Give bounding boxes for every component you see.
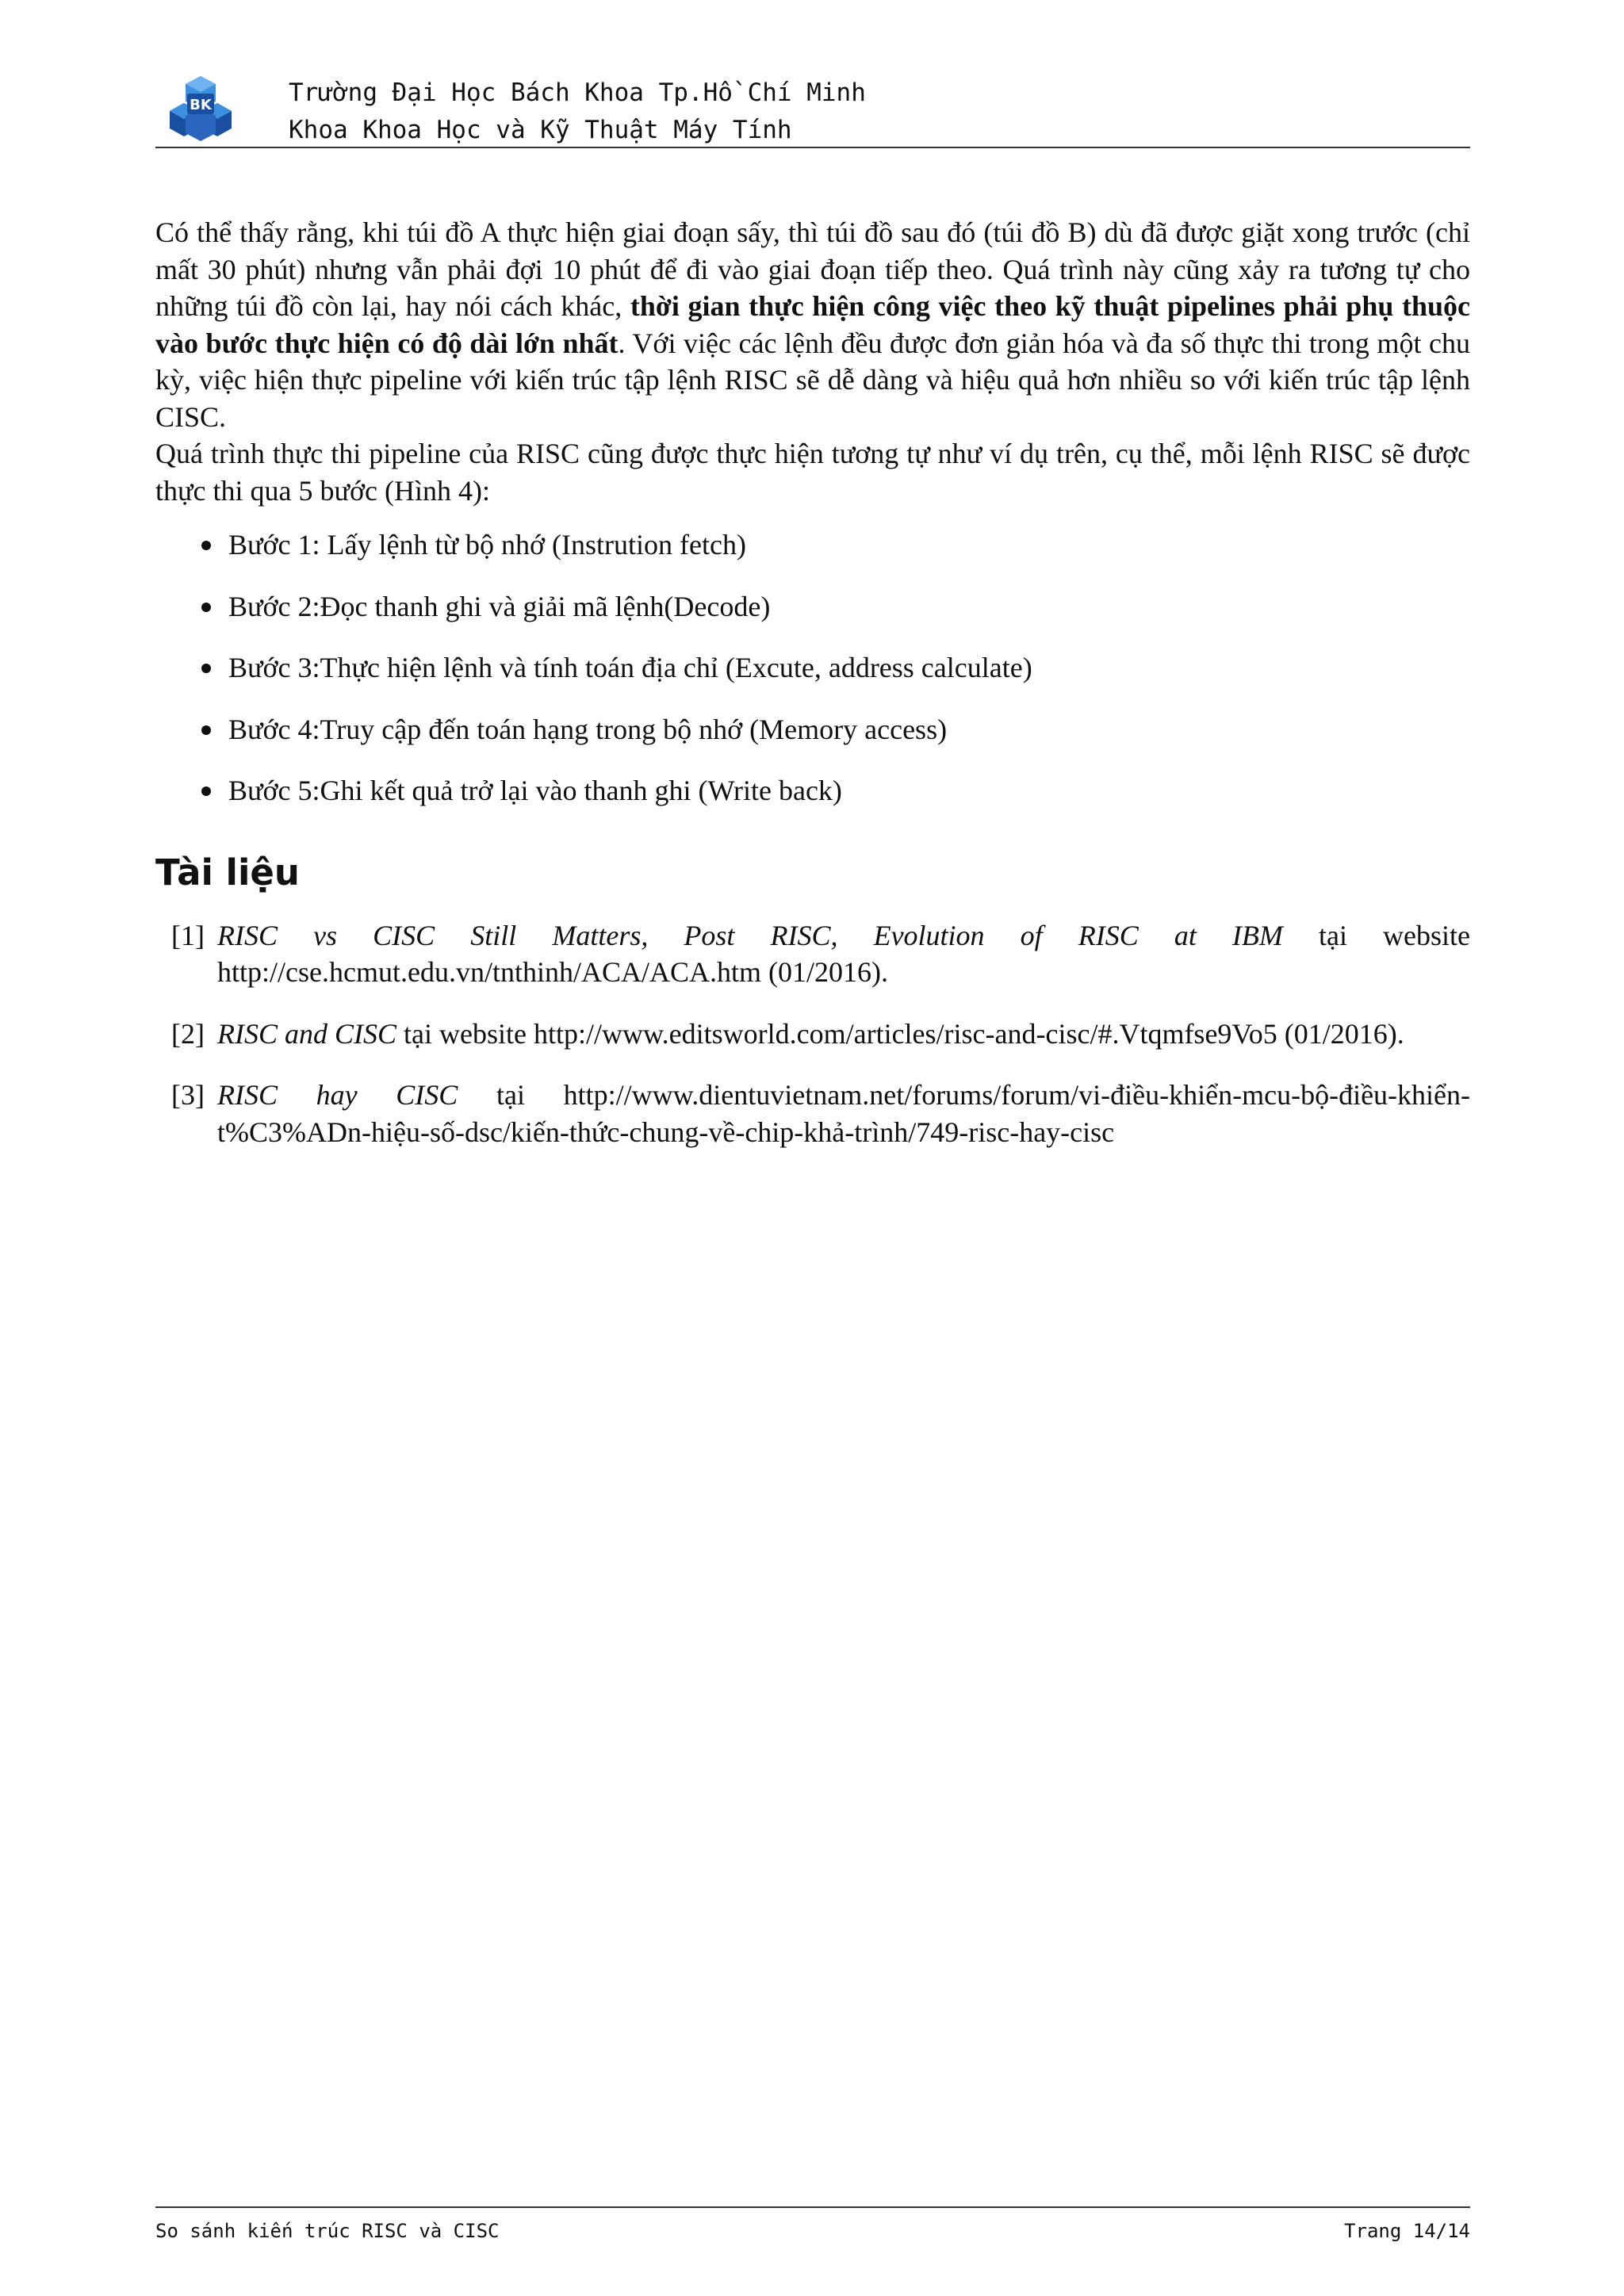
list-item [155,649,1470,687]
reference-title: RISC and CISC [217,1017,397,1050]
references-heading: Tài liệu [155,851,300,894]
footer-divider [155,2206,1470,2208]
reference-number: [3] [171,1079,205,1111]
list-item-text: Bước 5:Ghi kết quả trở lại vào thanh ghi (Write back) [228,775,842,806]
list-item [155,711,1470,748]
reference-link-text[interactable]: tại website http://cse.hcmut.edu.vn/tnthinh/ACA/ACA.htm (01/2016). [217,919,1470,988]
list-item-text: Bước 3:Thực hiện lệnh và tính toán địa chỉ (Excute, address calculate) [228,652,1032,683]
reference-item [155,917,1470,991]
header-text [289,75,866,149]
reference-item [155,1077,1470,1150]
paragraph-bold-text: thời gian thực hiện công việc theo kỹ thuật pipelines phải phụ thuộc vào bước thực hiện có độ dài lớn nhất [155,290,1470,359]
header-faculty-name: Khoa Khoa Học và Kỹ Thuật Máy Tính [289,116,792,144]
reference-number: [1] [171,919,205,951]
list-item [155,772,1470,809]
reference-title: RISC vs CISC Still Matters, Post RISC, Evolution of RISC at IBM [217,919,1283,951]
footer-document-title: So sánh kiến trúc RISC và CISC [155,2220,500,2242]
paragraph-text: . Với việc các lệnh đều được đơn giản hóa và đa số thực thi trong một chu kỳ, việc hiện thực pipeline với kiến trúc tập lệnh RISC sẽ dễ dàng và hiệu quả hơn nhiều so với kiến trúc tập lệnh CISC. [155,327,1470,433]
main-content [155,214,1470,1175]
paragraph-text: Có thể thấy rằng, khi túi đồ A thực hiện giai đoạn sấy, thì túi đồ sau đó (túi đồ B) dù đã được giặt xong trước (chỉ mất 30 phút) nhưng vẫn phải đợi 10 phút để đi vào giai đoạn tiếp theo. Quá trình này cũng xảy ra tương tự cho những túi đồ còn lại, hay nói cách khác, [155,216,1470,322]
references-list [155,917,1470,1151]
paragraph-risc-steps-intro: Quá trình thực thi pipeline của RISC cũng được thực hiện tương tự như ví dụ trên, cụ thể, mỗi lệnh RISC sẽ được thực thi qua 5 bước (Hình 4): [155,438,1470,507]
list-item [155,588,1470,626]
bullet-icon [201,541,211,550]
header-university-name: Trường Đại Học Bách Khoa Tp.Hồ Chí Minh [289,78,866,107]
list-item [155,526,1470,564]
page-header [155,70,1470,149]
bullet-icon [201,664,211,673]
footer-page-number: Trang 14/14 [1344,2220,1470,2242]
reference-link-text[interactable]: tại http://www.dientuvietnam.net/forums/forum/vi-điều-khiển-mcu-bộ-điều-khiển-t%C3%ADn-hiệu-số-dsc/kiến-thức-chung-về-chip-khả-trình/749-risc-hay-cisc [217,1079,1471,1148]
bullet-icon [201,786,211,796]
reference-link-text[interactable]: tại website http://www.editsworld.com/articles/risc-and-cisc/#.Vtqmfse9Vo5 (01/2016). [396,1017,1404,1050]
list-item-text: Bước 1: Lấy lệnh từ bộ nhớ (Instrution fetch) [228,529,746,561]
paragraph-pipeline-explanation [155,214,1470,435]
reference-item [155,1016,1470,1053]
pipeline-steps-list [155,526,1470,809]
reference-title: RISC hay CISC [217,1079,458,1111]
bullet-icon [201,603,211,612]
list-item-text: Bước 4:Truy cập đến toán hạng trong bộ nhớ (Memory access) [228,713,948,745]
reference-number: [2] [171,1017,205,1050]
university-logo-icon [170,75,232,141]
svg-text:BK: BK [190,97,212,113]
header-divider [155,147,1470,148]
list-item-text: Bước 2:Đọc thanh ghi và giải mã lệnh(Decode) [228,590,771,622]
bullet-icon [201,725,211,735]
